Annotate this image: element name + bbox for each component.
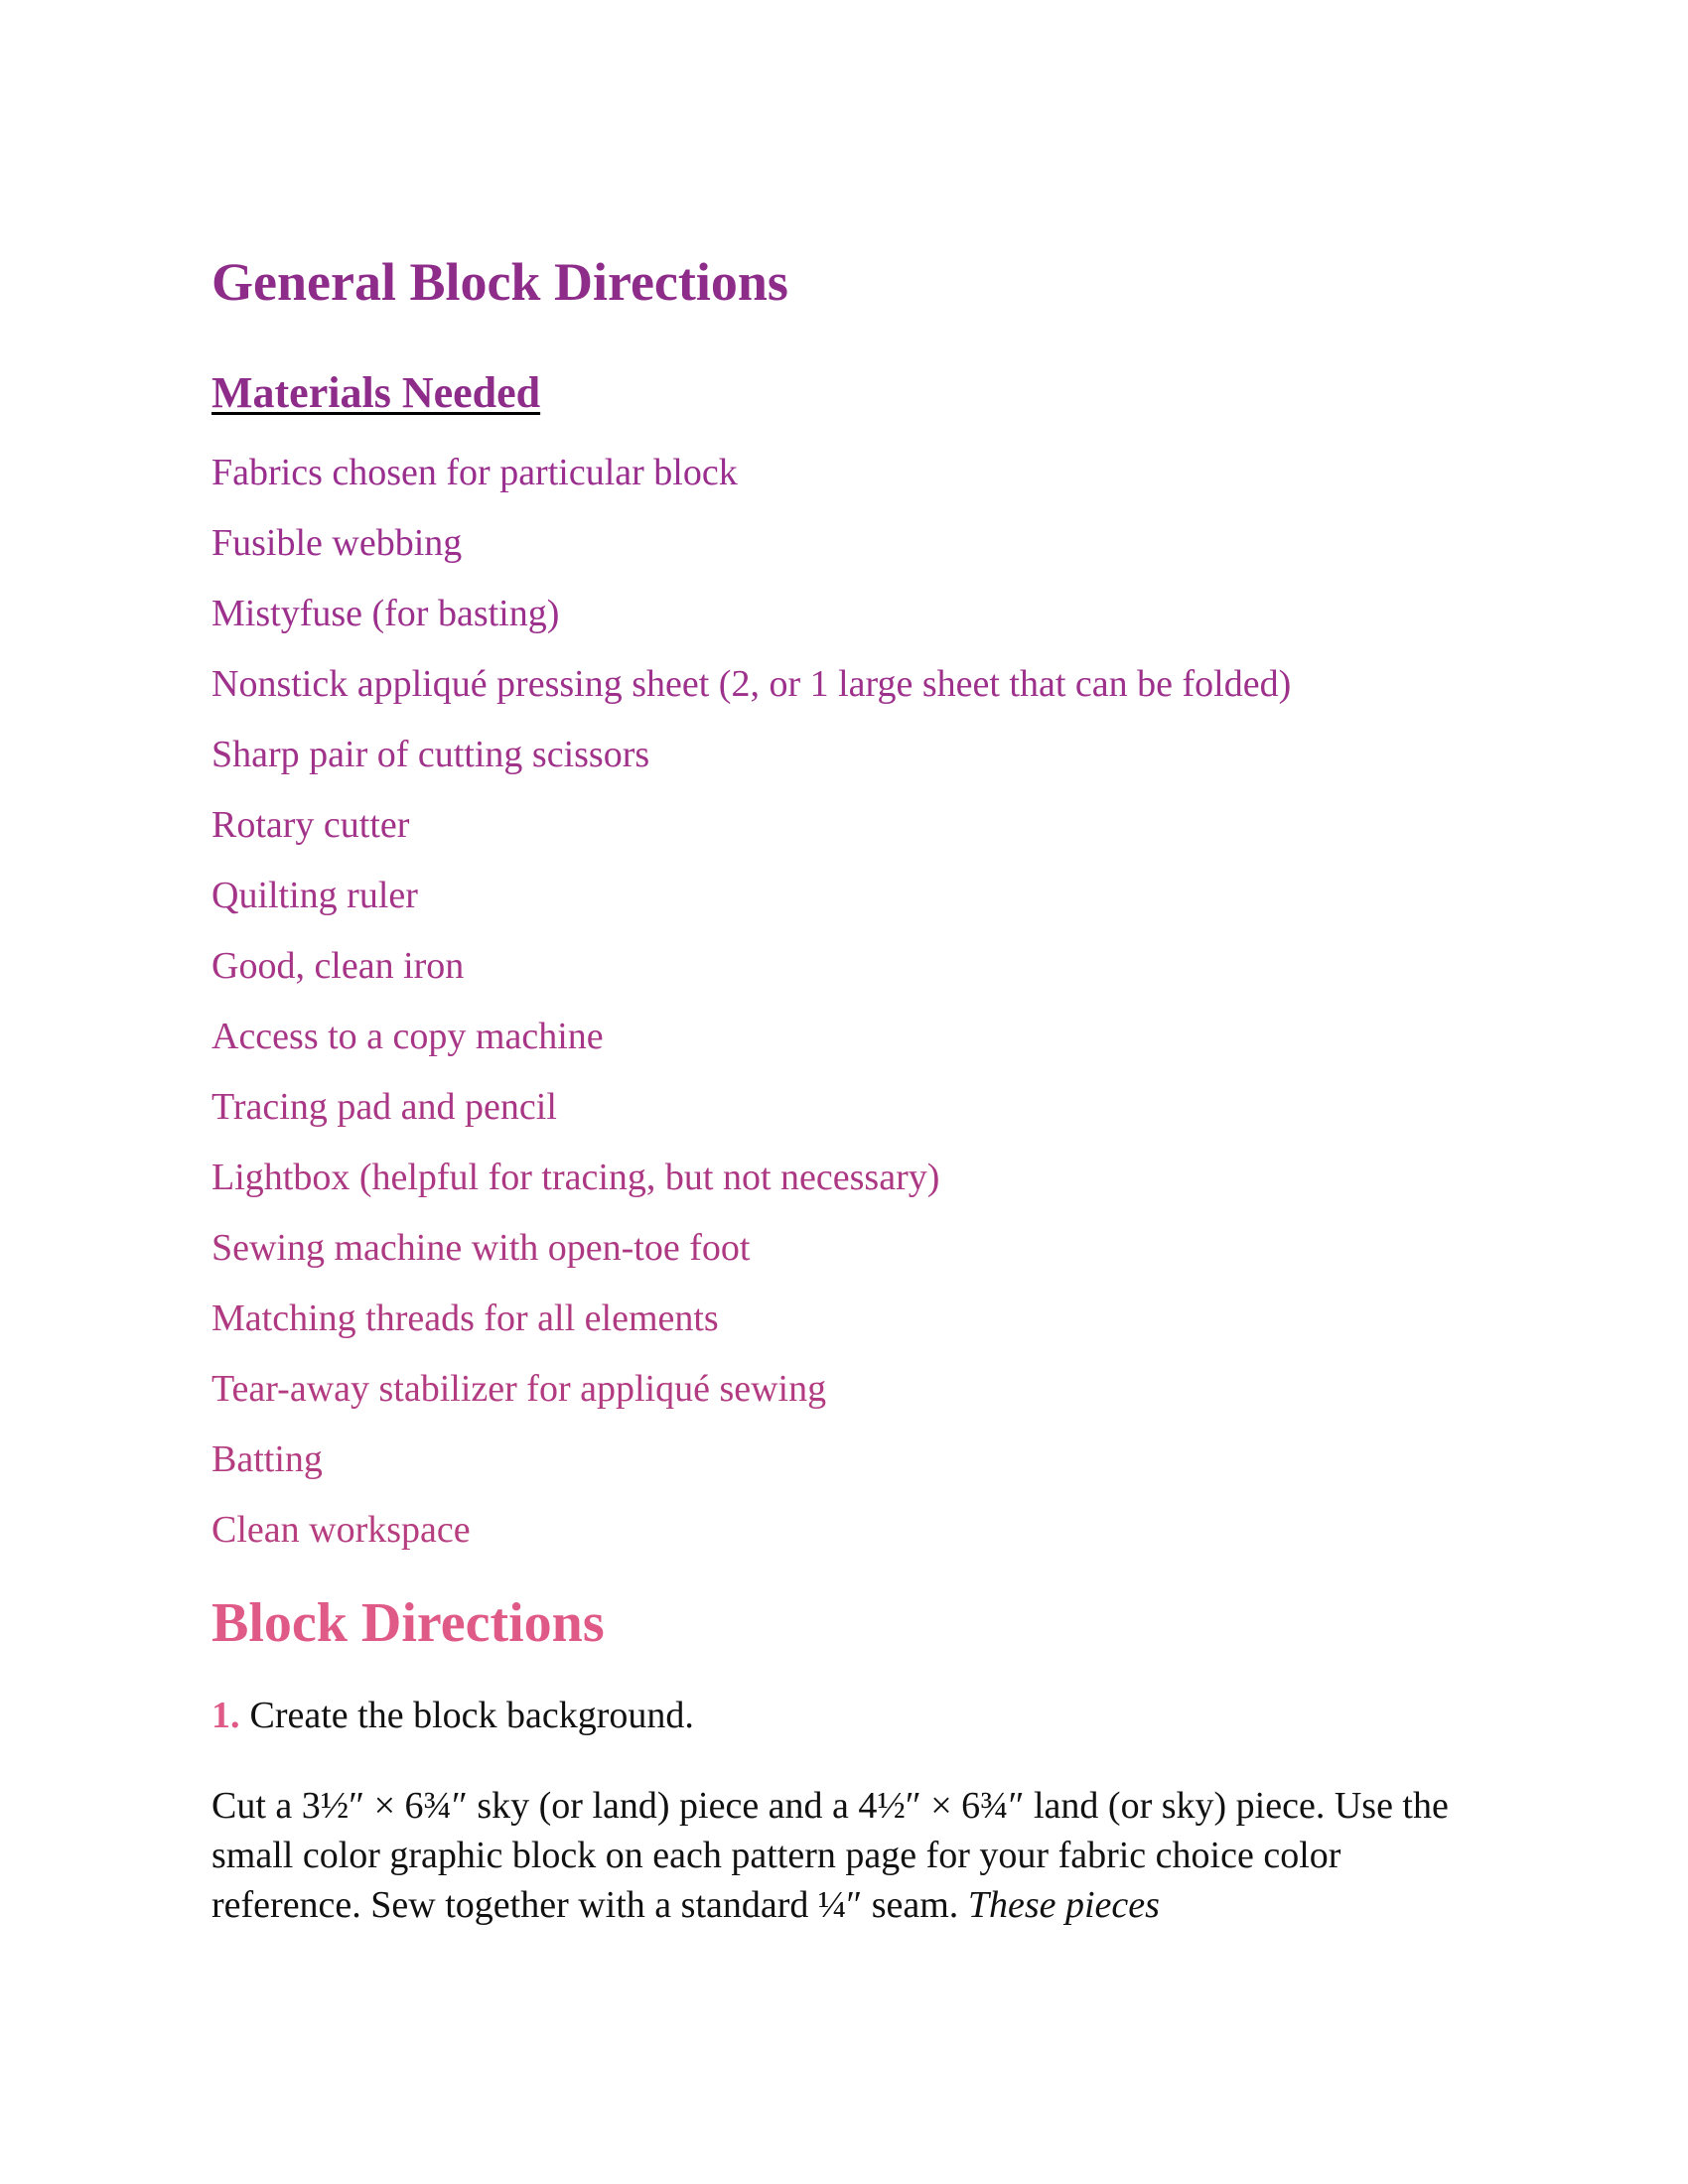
instructions-paragraph bbox=[211, 1781, 1492, 1930]
materials-heading bbox=[211, 369, 1502, 417]
block-directions-heading: Block Directions bbox=[211, 1591, 605, 1654]
materials-list bbox=[211, 438, 1502, 1566]
material-item: Fabrics chosen for particular block bbox=[211, 451, 738, 493]
material-item: Tracing pad and pencil bbox=[211, 1085, 557, 1128]
material-item: Access to a copy machine bbox=[211, 1015, 604, 1057]
material-item: Good, clean iron bbox=[211, 944, 465, 987]
material-item: Fusible webbing bbox=[211, 521, 463, 564]
step-text: Create the block background. bbox=[249, 1695, 694, 1737]
step-1 bbox=[211, 1694, 1502, 1739]
paragraph-text: Cut a 3½″ × 6¾″ sky (or land) piece and a 4½″ × 6¾″ land (or sky) piece. Use the small color graphic block on each pattern page for your fabric choice color reference. Sew together with a standard ¼″ seam. bbox=[211, 1784, 1449, 1926]
material-item: Quilting ruler bbox=[211, 874, 418, 916]
document-page bbox=[211, 253, 1502, 1930]
material-item: Rotary cutter bbox=[211, 803, 410, 846]
material-item: Mistyfuse (for basting) bbox=[211, 592, 560, 634]
material-item: Matching threads for all elements bbox=[211, 1297, 719, 1339]
material-item: Clean workspace bbox=[211, 1508, 471, 1551]
material-item: Sewing machine with open-toe foot bbox=[211, 1226, 751, 1269]
step-number: 1. bbox=[211, 1695, 240, 1737]
paragraph-italic-text: These pieces bbox=[967, 1883, 1160, 1926]
materials-heading-text: Materials Needed bbox=[211, 368, 541, 418]
material-item: Nonstick appliqué pressing sheet (2, or 1 large sheet that can be folded) bbox=[211, 662, 1292, 705]
material-item: Lightbox (helpful for tracing, but not necessary) bbox=[211, 1156, 940, 1198]
material-item: Batting bbox=[211, 1437, 323, 1480]
page-title: General Block Directions bbox=[211, 252, 788, 312]
material-item: Sharp pair of cutting scissors bbox=[211, 733, 650, 775]
material-item: Tear-away stabilizer for appliqué sewing bbox=[211, 1367, 827, 1410]
